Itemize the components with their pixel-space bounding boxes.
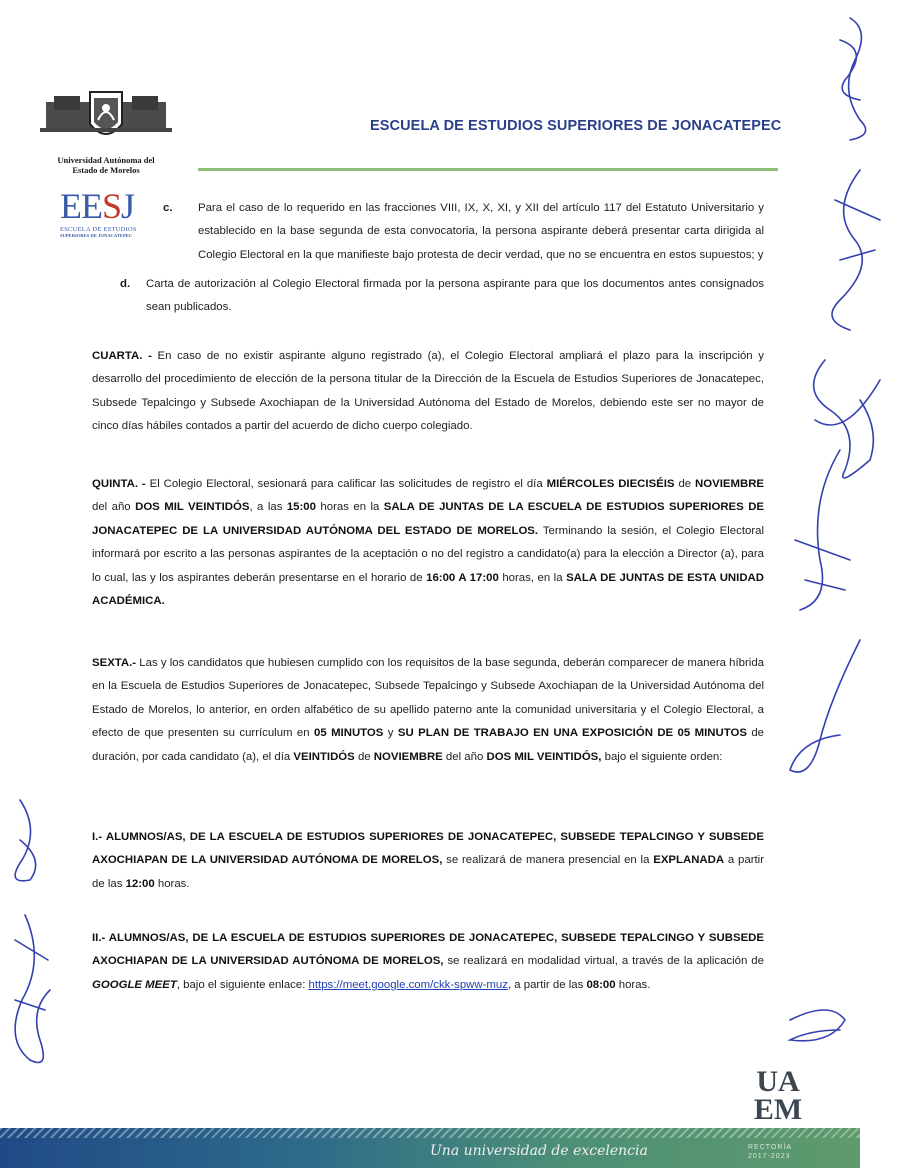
quinta-bold-1: MIÉRCOLES DIECISÉIS	[546, 478, 675, 490]
item-d-letter: d.	[120, 278, 131, 290]
quinta-text-4: , a las	[249, 501, 287, 514]
signature-2-icon	[832, 170, 880, 330]
order-ii-bold-1: II.- ALUMNOS/AS, DE LA ESCUELA DE ESTUDIOS SUPERIORES DE JONACATEPEC, SUBSEDE TEPALCINGO Y SUBSEDE AXOCHIAPAN DE LA UNIVERSIDAD AUTÓNOMA DE MORELOS,	[92, 932, 764, 968]
quinta-text-1: El Colegio Electoral, sesionará para calificar las solicitudes de registro el día	[145, 478, 547, 490]
quinta-bold-3: DOS MIL VEINTIDÓS	[135, 501, 250, 514]
sexta-text-1: Las y los candidatos que hubiesen cumplido con los requisitos de la base segunda, deberán comparecer de manera híbrida en la Escuela de Estudios Superiores de Jonacatepec, Subsede Tepalcingo y Subsede Axochiapan de la Universidad Autónoma del Estado de Morelos, lo anterior, en orden alfabético de su apellido paterno ante la comunidad universitaria y el Colegio Electoral, a efecto de que presenten su currículum en	[92, 657, 764, 740]
footer-rectoria-period: 2017-2023	[748, 1153, 791, 1160]
eesj-subtitle-1: ESCUELA DE ESTUDIOS	[60, 226, 137, 233]
sexta-bold-4: NOVIEMBRE	[373, 750, 443, 763]
uaem-footer-bottom: EM	[753, 1093, 803, 1126]
sexta-bold-3: VEINTIDÓS	[293, 750, 355, 763]
university-name-line1: Universidad Autónoma del	[57, 155, 155, 165]
quinta-bold-5: SALA DE JUNTAS DE LA ESCUELA DE ESTUDIOS SUPERIORES DE JONACATEPEC DE LA UNIVERSIDAD AUTÓNOMA DEL ESTADO DE MORELOS.	[92, 501, 765, 537]
quinta-text-5: horas en la	[315, 501, 384, 514]
quinta-text-3: del año	[92, 501, 136, 514]
quinta-text-2: de	[674, 478, 696, 490]
signature-8-icon	[15, 915, 50, 1063]
university-name-line2: Estado de Morelos	[72, 165, 140, 175]
footer-rectoria-label: RECTORÍA	[748, 1144, 793, 1151]
quinta-text-6: Terminando la sesión, el Colegio Electoral informará por escrito a las personas aspirantes de la aceptación o no del registro a candidato(a) para la elección a Director (a), para lo cual, las y los aspirantes deberán presentarse en el horario de	[92, 524, 764, 584]
quinta-bold-6: 16:00 A 17:00	[426, 571, 499, 584]
quinta-bold-2: NOVIEMBRE	[695, 478, 765, 490]
sexta-text-6: bajo el siguiente orden:	[601, 750, 723, 763]
eesj-letters-ee: EE	[60, 186, 102, 226]
uaem-footer-mark	[738, 1065, 818, 1126]
google-meet-link[interactable]: https://meet.google.com/ckk-spww-muz	[308, 978, 508, 991]
item-c-letter: c.	[163, 202, 173, 214]
uaem-footer-top: UA	[756, 1065, 800, 1098]
signature-5-icon	[790, 640, 860, 772]
eesj-subtitle-2: SUPERIORES DE JONACATEPEC	[60, 233, 133, 238]
footer-tagline: Una universidad de excelencia	[430, 1143, 648, 1159]
quinta-bold-4: 15:00	[286, 501, 316, 514]
item-d-body: Carta de autorización al Colegio Electoral firmada por la persona aspirante para que los documentos antes consignados sean publicados.	[146, 278, 764, 314]
order-ii-bold-3: 08:00	[586, 978, 616, 991]
signature-7-icon	[15, 800, 36, 881]
school-title: ESCUELA DE ESTUDIOS SUPERIORES DE JONACATEPEC	[370, 118, 782, 134]
signature-3-icon	[814, 360, 880, 478]
order-i-text-2: a partir de las	[92, 854, 764, 890]
quinta-bold-7: SALA DE JUNTAS DE ESTA UNIDAD ACADÉMICA.	[92, 571, 764, 608]
footer-rectoria	[748, 1143, 792, 1161]
cuarta-body: En caso de no existir aspirante alguno registrado (a), el Colegio Electoral ampliará el plazo para la inscripción y desarrollo del procedimiento de elección de la persona titular de la Dirección de la Escuela de Estudios Superiores de Jonacatepec, Subsede Tepalcingo y Subsede Axochiapan de la Universidad Autónoma del Estado de Morelos, debiendo este ser no mayor de cinco días hábiles contados a partir del acuerdo de dicho cuerpo colegiado.	[92, 350, 764, 433]
sexta-bold-2: SU PLAN DE TRABAJO EN UNA EXPOSICIÓN DE 05 MINUTOS	[397, 727, 747, 740]
order-ii-text-1: se realizará en modalidad virtual, a través de la aplicación de	[443, 955, 764, 968]
order-i-bold-3: 12:00	[125, 877, 155, 890]
sexta-text-2: y	[383, 727, 398, 740]
order-ii-bold-2: GOOGLE MEET	[92, 978, 177, 991]
eesj-letter-s: S	[101, 186, 122, 226]
order-ii-text-4: horas.	[615, 978, 651, 991]
signature-1-icon	[840, 18, 866, 140]
order-i-text-3: horas.	[154, 877, 190, 890]
sexta-bold-1: 05 MINUTOS	[314, 727, 384, 740]
eesj-letter-j: J	[121, 186, 135, 226]
cuarta-label: CUARTA. -	[92, 350, 152, 362]
footer-stripes	[0, 1128, 860, 1138]
order-i-bold-2: EXPLANADA	[653, 854, 725, 867]
item-c-body: Para el caso de lo requerido en las fracciones VIII, IX, X, XI, y XII del artículo 117 del Estatuto Universitario y establecido en la base segunda de esta convocatoria, la persona aspirante deberá presentar carta dirigida al Colegio Electoral en la que manifieste bajo protesta de decir verdad, que no se encuentra en estos supuestos; y	[198, 202, 764, 261]
sexta-text-3: de duración, por cada candidato (a), el día	[92, 727, 764, 763]
order-ii-text-2: , bajo el siguiente enlace:	[176, 978, 309, 991]
sexta-label: SEXTA.-	[92, 657, 137, 669]
sexta-text-5: del año	[442, 750, 487, 763]
order-i-text-1: se realizará de manera presencial en la	[442, 854, 654, 867]
sexta-bold-5: DOS MIL VEINTIDÓS,	[486, 750, 602, 763]
order-ii-text-3: , a partir de las	[507, 978, 587, 991]
signature-6-icon	[790, 1010, 845, 1041]
sexta-text-4: de	[354, 750, 374, 763]
order-i-bold-1: I.- ALUMNOS/AS, DE LA ESCUELA DE ESTUDIOS SUPERIORES DE JONACATEPEC, SUBSEDE TEPALCINGO Y SUBSEDE AXOCHIAPAN DE LA UNIVERSIDAD AUTÓNOMA DE MORELOS,	[92, 831, 764, 867]
signature-4-icon	[795, 450, 850, 610]
quinta-text-7: horas, en la	[498, 571, 567, 584]
quinta-label: QUINTA. -	[92, 478, 146, 490]
